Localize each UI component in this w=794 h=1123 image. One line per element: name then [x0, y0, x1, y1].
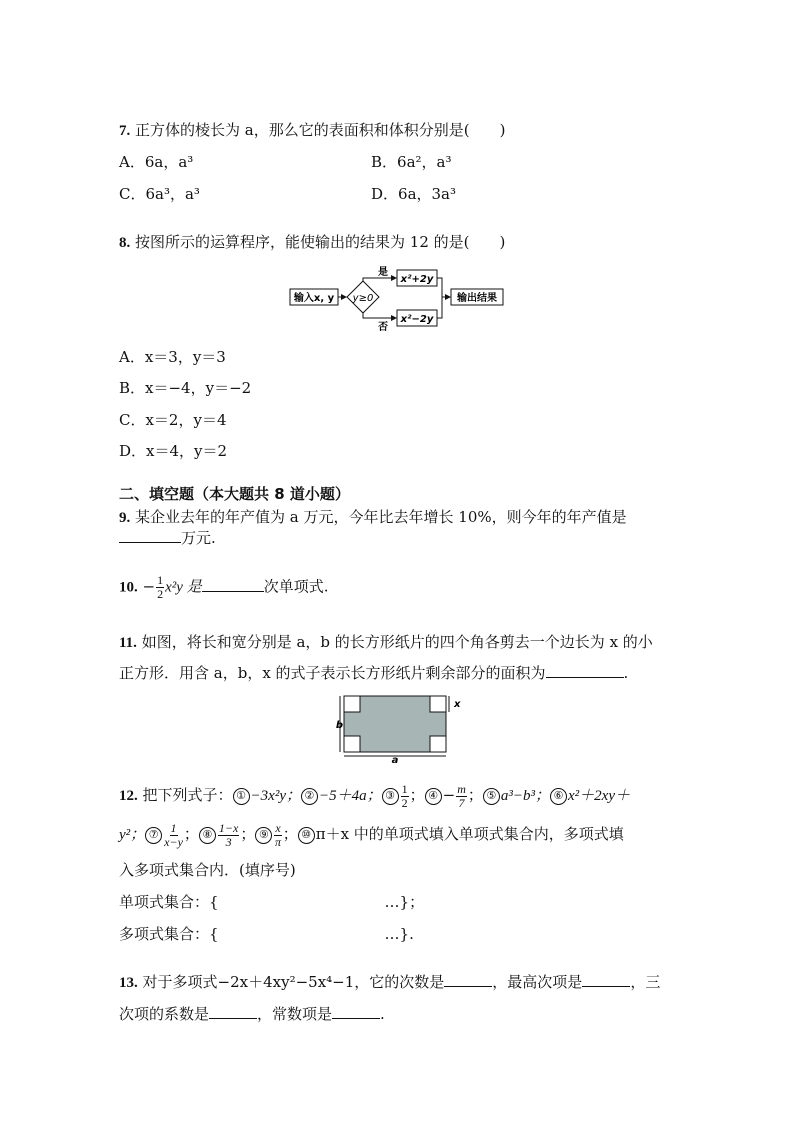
q12-item6-mark: ⑥: [550, 788, 567, 805]
corner-square-br: [430, 736, 446, 752]
q12-item8-sep: ；: [240, 825, 256, 843]
q12-item9-mark: ⑨: [255, 827, 272, 844]
flow-yes-label: 是: [378, 267, 388, 278]
q12-item2: −5＋4a；: [318, 788, 382, 804]
q12-item8-mark: ⑧: [199, 827, 216, 844]
q7-stem-text: 正方体的棱长为 a，那么它的表面积和体积分别是( ): [135, 121, 506, 139]
q12-item4-sign: −: [442, 786, 456, 804]
q11-number: 11.: [119, 635, 137, 651]
q12-line2: [119, 820, 624, 849]
q12-item7-mark: ⑦: [145, 827, 162, 844]
q12-line1: [119, 782, 630, 810]
flow-top-label: x²+2y: [400, 274, 434, 285]
q9-text: 某企业去年的年产值为 a 万元，今年比去年增长 10%，则今年的年产值是: [135, 508, 627, 526]
q12-set1: [119, 892, 424, 912]
q12-item9-num: x: [275, 820, 281, 835]
q8-option-a[interactable]: A．x＝3，y＝3: [119, 348, 226, 366]
q13-line2: [119, 1004, 385, 1024]
q7-stem: [119, 120, 505, 141]
q13-text4: 次项的系数是: [119, 1005, 210, 1023]
fig-label-x: x: [454, 699, 461, 710]
q12-item5-mark: ⑤: [483, 788, 500, 805]
q12-item5: a³−b³；: [500, 788, 551, 804]
q8-number: 8.: [119, 235, 131, 251]
flow-output-label: 输出结果: [457, 293, 497, 304]
q8-option-b[interactable]: B．x＝−4，y＝−2: [119, 379, 252, 397]
q12-set2: [119, 924, 414, 944]
q12-item1: −3x²y；: [250, 788, 301, 804]
q12-item3-num: 1: [401, 781, 408, 796]
q12-item8-num: 1−x: [218, 820, 239, 835]
q12-item9-frac: [274, 822, 281, 849]
q11-text1: 如图，将长和宽分别是 a，b 的长方形纸片的四个角各剪去一个边长为 x 的小: [141, 633, 653, 651]
q12-item3-den: 2: [401, 795, 408, 810]
q10-fraction: [156, 574, 164, 601]
q12-item8-den: 3: [225, 834, 232, 849]
q9-answer-blank[interactable]: [119, 528, 181, 543]
q12-item3-frac: [401, 783, 409, 810]
q13-text6: .: [380, 1005, 385, 1023]
q10-tail: 次单项式.: [263, 577, 329, 596]
q12-item4-den: 7: [458, 795, 465, 810]
q12-item3-sep: ；: [409, 786, 425, 804]
q12-item10-mark: ⑩: [298, 827, 315, 844]
q11-tail: .: [623, 664, 629, 682]
q12-item7-den: x−y: [164, 834, 183, 849]
set1-label: 单项式集合：{: [119, 893, 219, 911]
q11-figure: [336, 690, 462, 764]
q12-item9-sep: ；: [282, 825, 298, 843]
q11-text2: 正方形．用含 a，b，x 的式子表示长方形纸片剩余部分的面积为: [119, 664, 546, 682]
q10-line: [119, 574, 328, 601]
set2-end: …}.: [384, 925, 414, 943]
flow-input-label: 输入x, y: [293, 293, 335, 304]
q8-option-d[interactable]: D．x＝4，y＝2: [119, 442, 228, 460]
q12-item10: π＋x 中的单项式填入单项式集合内，多项式填: [315, 825, 624, 843]
q10-expr: x²y 是: [165, 579, 202, 596]
q12-item4-num: m: [457, 781, 466, 796]
corner-square-tl: [344, 696, 360, 712]
q10-sign: −: [142, 577, 156, 596]
section-title: 二、填空题（本大题共 8 道小题）: [119, 485, 350, 503]
q12-item7-sep: ；: [183, 825, 199, 843]
q13-text1: 对于多项式−2x＋4xy²−5x⁴−1，它的次数是: [142, 973, 445, 991]
q8-stem: [119, 232, 505, 253]
fig-label-b: b: [336, 720, 343, 731]
q8-stem-text: 按图所示的运算程序，能使输出的结果为 12 的是( ): [135, 233, 506, 251]
q11-line2: [119, 663, 628, 683]
q7-number: 7.: [119, 123, 131, 139]
q12-item8-frac: [218, 822, 239, 849]
q11-line1: [119, 632, 653, 653]
set2-label: 多项式集合：{: [119, 925, 219, 943]
q8-option-c[interactable]: C．x＝2，y＝4: [119, 411, 227, 429]
q12-line3: 入多项式集合内．(填序号): [119, 861, 296, 879]
q11-answer-blank[interactable]: [546, 663, 624, 678]
q13-text3: ，三: [630, 973, 661, 991]
q7-option-b[interactable]: B．6a²，a³: [371, 153, 452, 171]
q9-line2: [119, 528, 216, 548]
fig-label-a: a: [391, 755, 399, 764]
q12-item7-frac: [164, 822, 183, 849]
q12-item6: x²＋2xy＋: [568, 788, 630, 804]
q13-highest-term-blank[interactable]: [582, 972, 630, 987]
q9-line1: [119, 507, 627, 528]
q13-coef-blank[interactable]: [209, 1004, 257, 1019]
flow-bottom-label: x²−2y: [400, 314, 434, 325]
q10-frac-denominator: 2: [157, 587, 164, 601]
q13-degree-blank[interactable]: [444, 972, 492, 987]
q12-item4-frac: [456, 783, 467, 810]
q13-constant-blank[interactable]: [332, 1004, 380, 1019]
corner-square-tr: [430, 696, 446, 712]
q12-item9-den: π: [275, 834, 282, 849]
flow-condition-label: y≥0: [352, 293, 374, 304]
q13-text5: ，常数项是: [257, 1005, 333, 1023]
q7-option-c[interactable]: C．6a³，a³: [119, 185, 200, 203]
q7-option-d[interactable]: D．6a，3a³: [371, 185, 457, 203]
q9-number: 9.: [119, 510, 131, 526]
q12-item1-mark: ①: [233, 788, 250, 805]
q9-tail: 万元.: [181, 529, 216, 547]
q12-item7-num: 1: [170, 820, 177, 835]
q7-option-a[interactable]: A．6a，a³: [119, 153, 194, 171]
q12-item3-mark: ③: [382, 788, 399, 805]
q13-text2: ，最高次项是: [492, 973, 583, 991]
set1-end: …}；: [384, 893, 425, 911]
q10-frac-numerator: 1: [157, 573, 164, 587]
flow-no-label: 否: [378, 322, 388, 333]
q12-intro: 把下列式子：: [142, 786, 233, 804]
q13-line1: [119, 972, 660, 993]
q12-item6-end: y²；: [119, 827, 146, 843]
corner-square-bl: [344, 736, 360, 752]
q10-number: 10.: [119, 579, 138, 596]
q13-number: 13.: [119, 975, 138, 991]
q8-flowchart: [288, 266, 508, 334]
q12-item4-mark: ④: [425, 788, 442, 805]
q12-item4-sep: ；: [467, 786, 483, 804]
q12-number: 12.: [119, 788, 138, 804]
q10-answer-blank[interactable]: [202, 577, 264, 592]
q12-item2-mark: ②: [301, 788, 318, 805]
